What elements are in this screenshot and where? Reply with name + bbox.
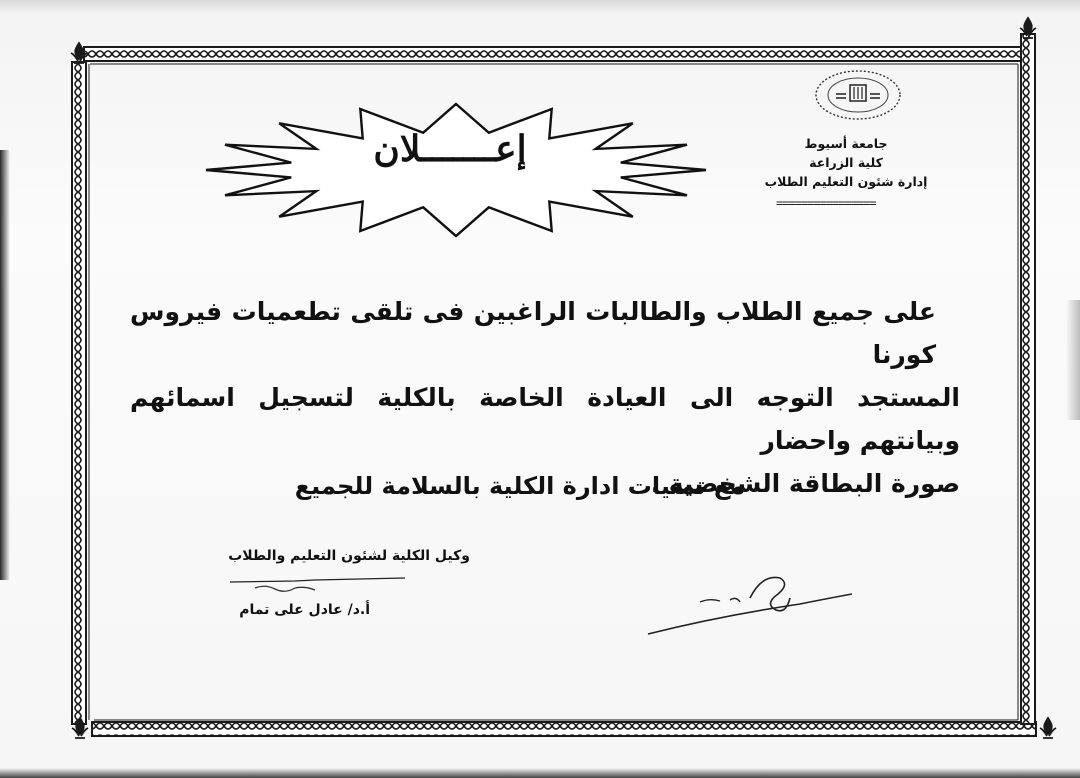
institution-header [760,134,932,191]
faculty-name: كلية الزراعة [809,155,883,170]
body-line: على جميع الطلاب والطالبات الراغبين فى تلقى تطعميات فيروس كورنا [130,297,936,369]
university-seal-icon [812,68,904,122]
handwritten-signature [640,568,870,642]
body-line: المستجد التوجه الى العيادة الخاصة بالكلية لتسجيل اسمائهم وبيانتهم واحضار [130,383,960,455]
header-rule: ================ [776,196,876,210]
fleur-de-lis-icon [1020,18,1036,38]
fleur-de-lis-icon [72,718,88,738]
announcement-starburst [196,100,716,240]
closing-wishes: مع تمنيات ادارة الكلية بالسلامة للجميع [294,472,746,500]
signer-underline-scribble [225,572,415,602]
body-line: صورة البطاقة الشخصية . [650,469,960,498]
signer-title: وكيل الكلية لشئون التعليم والطلاب [228,548,470,564]
department-name: إدارة شئون التعليم الطلاب [764,174,928,189]
fleur-de-lis-icon [71,43,87,63]
announcement-title: إعـــــــلان [373,128,527,170]
university-name: جامعة أسيوط [804,136,888,151]
fleur-de-lis-icon [1040,718,1056,738]
signer-name: أ.د/ عادل على تمام [239,602,370,618]
